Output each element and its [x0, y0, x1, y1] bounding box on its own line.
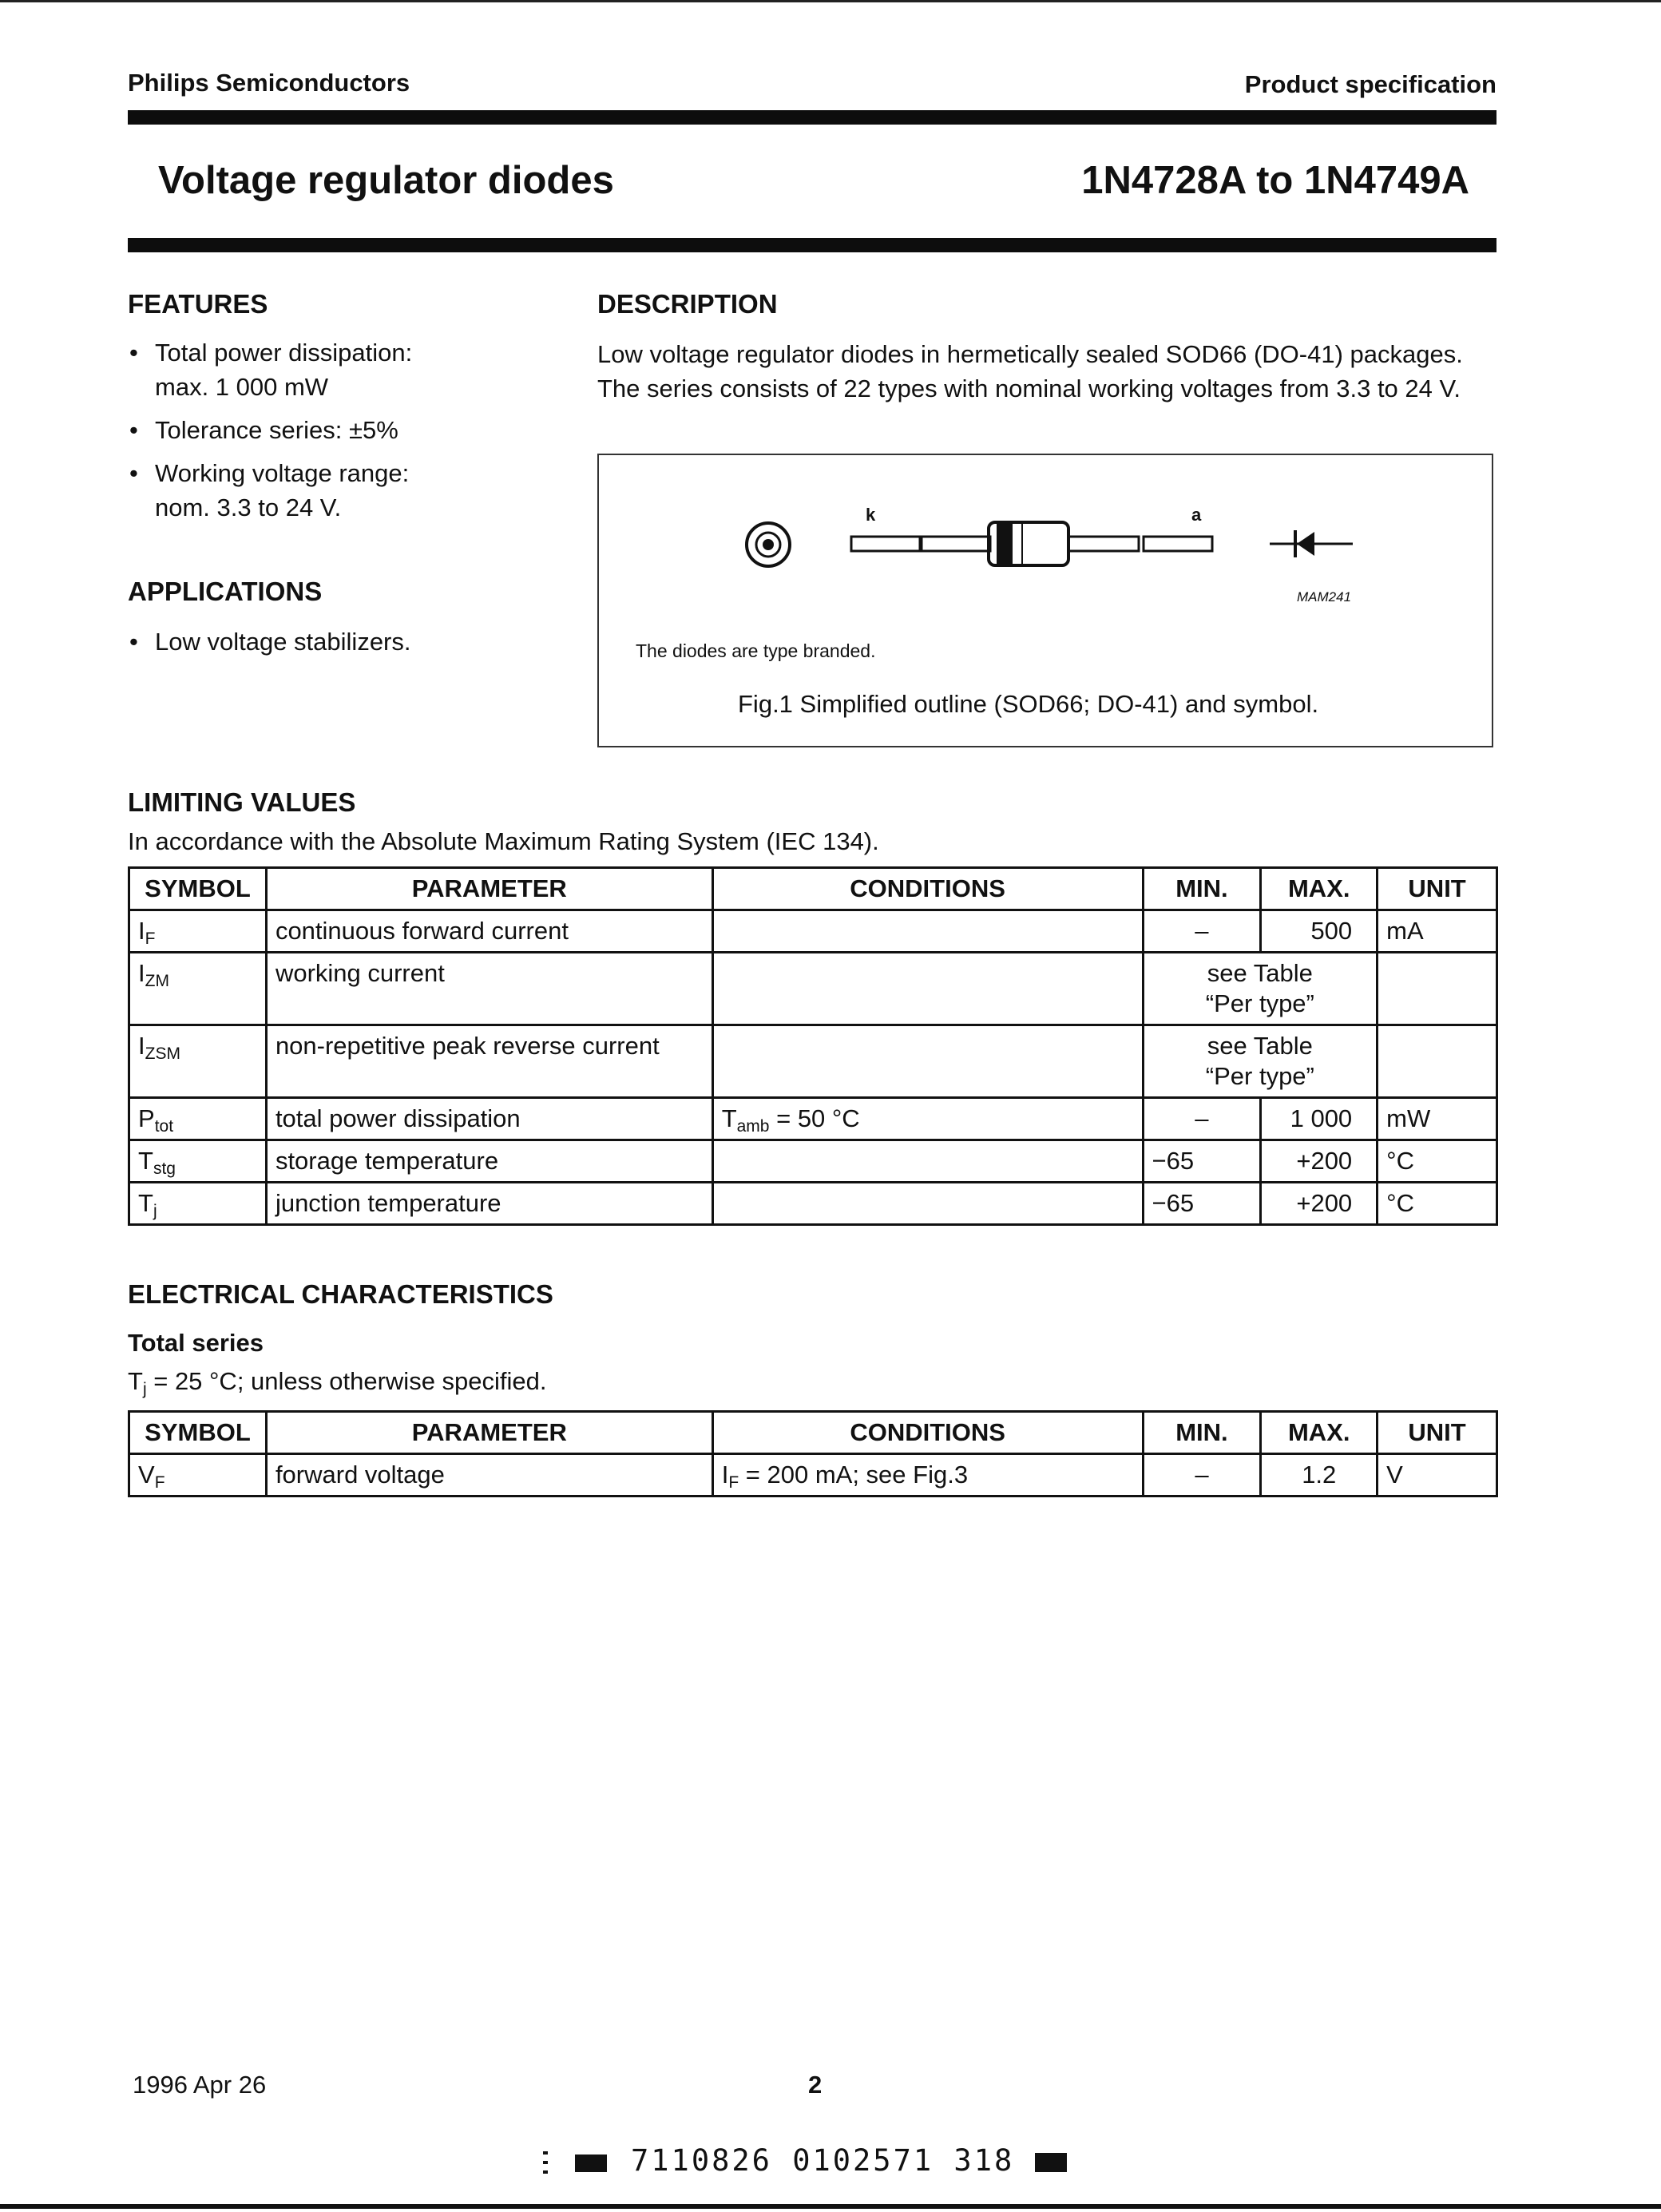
feature-line: • Working voltage range: — [155, 459, 410, 487]
symbol-cell: $T_j$ — [129, 1183, 267, 1225]
parameter-cell: junction temperature — [266, 1183, 712, 1225]
features-heading: FEATURES — [128, 289, 268, 319]
header-rule-top — [128, 110, 1496, 125]
feature-line: max. 1 000 mW — [155, 373, 329, 401]
parameter-cell: non-repetitive peak reverse current — [266, 1025, 712, 1098]
min-cell: – — [1143, 910, 1261, 953]
table-row — [129, 953, 1497, 1025]
description-line: The series consists of 22 types with nominal working voltages from 3.3 to 24 V. — [597, 375, 1461, 402]
unit-cell: °C — [1378, 1183, 1497, 1225]
footer-date: 1996 Apr 26 — [133, 2071, 267, 2099]
max-cell: 1 000 — [1261, 1098, 1378, 1140]
conditions-cell — [712, 1025, 1143, 1098]
list-item — [128, 413, 575, 447]
product-title: Voltage regulator diodes — [158, 159, 614, 202]
page-number: 2 — [808, 2071, 823, 2099]
unit-cell: V — [1378, 1454, 1497, 1496]
parameter-cell: continuous forward current — [266, 910, 712, 953]
limiting-values-intro: In accordance with the Absolute Maximum Rating System (IEC 134). — [128, 827, 879, 855]
company-name: Philips Semiconductors — [128, 69, 410, 97]
parameter-cell: working current — [266, 953, 712, 1025]
min-cell: – — [1143, 1454, 1261, 1496]
table-row — [129, 910, 1497, 953]
symbol-cell: $I_F$ — [129, 910, 267, 953]
symbol-cell: $I_{ZM}$ — [129, 953, 267, 1025]
unit-cell: °C — [1378, 1140, 1497, 1183]
table-row — [129, 1140, 1497, 1183]
figure-code: MAM241 — [1297, 589, 1352, 605]
table-row — [129, 1183, 1497, 1225]
limiting-values-heading: LIMITING VALUES — [128, 787, 356, 817]
conditions-cell — [712, 953, 1143, 1025]
table-row — [129, 1025, 1497, 1098]
conditions-cell — [712, 910, 1143, 953]
limiting-values-table — [128, 866, 1498, 1226]
min-cell: – — [1143, 1098, 1261, 1140]
column-header: CONDITIONS — [712, 1412, 1143, 1454]
applications-heading: APPLICATIONS — [128, 577, 323, 606]
electrical-conditions: $T_j = 25$ °C; unless otherwise specified. — [128, 1367, 547, 1398]
feature-line: • Tolerance series: ±5% — [155, 416, 398, 444]
unit-cell: mA — [1378, 910, 1497, 953]
column-header: MIN. — [1143, 1412, 1261, 1454]
features-list — [128, 335, 575, 533]
figure-caption: Fig.1 Simplified outline (SOD66; DO-41) and symbol. — [738, 690, 1319, 718]
description-text — [597, 337, 1500, 406]
symbol-cell: $I_{ZSM}$ — [129, 1025, 267, 1098]
max-cell: 500 — [1261, 910, 1378, 953]
column-header: UNIT — [1378, 868, 1497, 910]
applications-list — [128, 624, 575, 668]
registration-mark — [543, 2150, 549, 2174]
figure-box — [597, 454, 1493, 747]
column-header: CONDITIONS — [712, 868, 1143, 910]
parameter-cell: storage temperature — [266, 1140, 712, 1183]
part-range: 1N4728A to 1N4749A — [1081, 159, 1469, 202]
max-cell: +200 — [1261, 1140, 1378, 1183]
conditions-cell: $I_F = 200$ mA; see Fig.3 — [712, 1454, 1143, 1496]
parameter-cell: total power dissipation — [266, 1098, 712, 1140]
conditions-cell: $T_{amb} = 50$ °C — [712, 1098, 1143, 1140]
see-table-cell: see Table “Per type” — [1143, 953, 1378, 1025]
symbol-cell: $V_F$ — [129, 1454, 267, 1496]
cathode-label: k — [866, 505, 876, 525]
feature-line: • Total power dissipation: — [155, 339, 413, 367]
list-item — [128, 335, 575, 404]
column-header: PARAMETER — [266, 1412, 712, 1454]
table-row — [129, 1454, 1497, 1496]
column-header: MAX. — [1261, 1412, 1378, 1454]
header-rule-bottom — [128, 238, 1496, 252]
conditions-cell — [712, 1140, 1143, 1183]
page-bottom-edge — [0, 2204, 1661, 2209]
column-header: MAX. — [1261, 868, 1378, 910]
column-header: MIN. — [1143, 868, 1261, 910]
unit-cell — [1378, 953, 1497, 1025]
column-header: SYMBOL — [129, 1412, 267, 1454]
symbol-cell: $T_{stg}$ — [129, 1140, 267, 1183]
min-cell: −65 — [1143, 1140, 1261, 1183]
barcode-block-right — [1035, 2153, 1067, 2172]
electrical-table — [128, 1410, 1498, 1497]
conditions-cell — [712, 1183, 1143, 1225]
table-row — [129, 1098, 1497, 1140]
electrical-subheading: Total series — [128, 1329, 264, 1357]
page-top-edge — [0, 0, 1661, 2]
anode-label: a — [1191, 505, 1202, 525]
barcode-number: 7110826 0102571 318 — [631, 2143, 1015, 2178]
table-header-row — [129, 868, 1497, 910]
min-cell: −65 — [1143, 1183, 1261, 1225]
max-cell: +200 — [1261, 1183, 1378, 1225]
column-header: UNIT — [1378, 1412, 1497, 1454]
symbol-cell: $P_{tot}$ — [129, 1098, 267, 1140]
barcode-block-left — [575, 2155, 607, 2172]
figure-note: The diodes are type branded. — [636, 640, 876, 661]
document-type: Product specification — [1244, 70, 1496, 98]
column-header: PARAMETER — [266, 868, 712, 910]
electrical-heading: ELECTRICAL CHARACTERISTICS — [128, 1279, 553, 1309]
list-item — [128, 456, 575, 525]
table-header-row — [129, 1412, 1497, 1454]
description-heading: DESCRIPTION — [597, 289, 778, 319]
unit-cell: mW — [1378, 1098, 1497, 1140]
description-line: Low voltage regulator diodes in hermetically sealed SOD66 (DO-41) packages. — [597, 340, 1463, 368]
feature-line: nom. 3.3 to 24 V. — [155, 494, 342, 521]
max-cell: 1.2 — [1261, 1454, 1378, 1496]
unit-cell — [1378, 1025, 1497, 1098]
column-header: SYMBOL — [129, 868, 267, 910]
parameter-cell: forward voltage — [266, 1454, 712, 1496]
see-table-cell: see Table “Per type” — [1143, 1025, 1378, 1098]
list-item: • Low voltage stabilizers. — [128, 624, 575, 659]
